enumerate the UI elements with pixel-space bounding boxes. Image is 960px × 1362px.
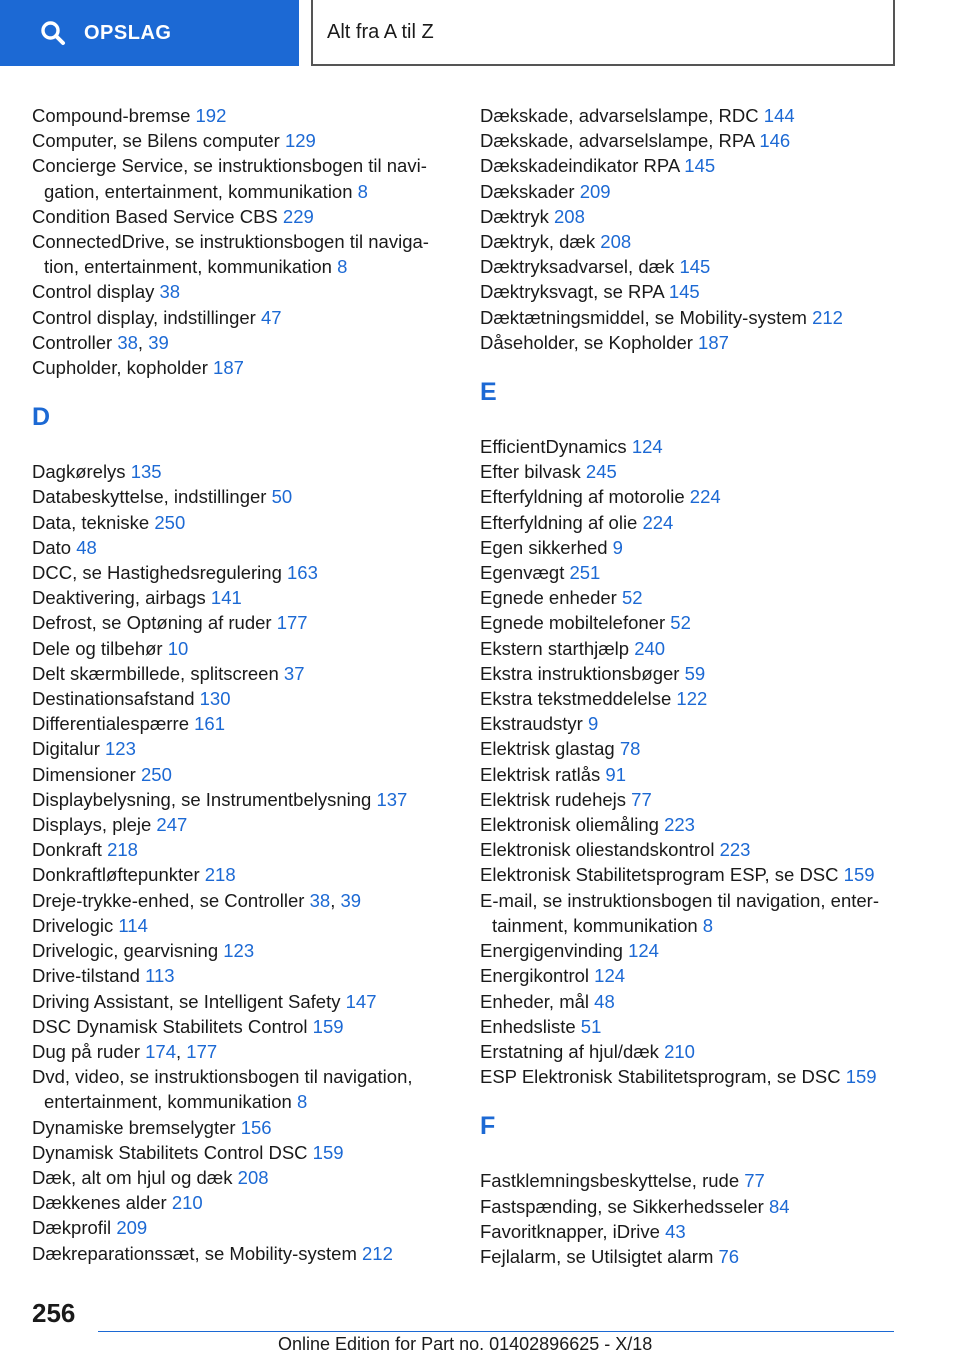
index-entry-text: Dæk, alt om hjul og dæk [32,1166,233,1188]
page-link[interactable]: 48 [76,536,97,558]
index-entry-text: Delt skærmbillede, splitscreen [32,662,279,684]
index-entry [480,434,900,459]
index-entry-text: Dæktryksadvarsel, dæk [480,256,675,278]
index-entry [32,812,452,837]
index-entry [480,888,900,938]
index-entry [480,229,900,254]
index-entry: Dug på ruder 174, 177 [32,1040,218,1062]
index-entry-text: Energikontrol [480,965,590,987]
index-entry-text: Favoritknapper, iDrive [480,1220,660,1242]
index-entry [480,179,900,204]
index-entry-text: Ekstra instruktionsbøger [480,662,680,684]
page-link[interactable]: 77 [631,788,652,810]
page-link[interactable]: 52 [621,587,643,609]
page-link[interactable]: 123 [105,738,136,760]
index-entry-text: Control display, indstillinger [32,306,256,328]
page-link[interactable]: 10 [167,637,189,659]
index-entry [480,1244,900,1269]
index-entry [480,1014,900,1039]
page-link[interactable]: 187 [213,357,244,379]
index-entry [480,510,900,535]
index-entry-text: Control display [32,281,155,303]
index-entry-text: Dæktætningsmiddel, se Mobility-system [480,306,807,328]
page-link[interactable]: 114 [118,914,148,936]
index-entry [480,484,900,509]
page-link[interactable]: 51 [580,1015,602,1037]
index-entry-text: ConnectedDrive, se instruktionsbogen til naviga‐tion, entertainment, kommunikation [32,231,429,278]
page-number: 256 [32,1298,76,1328]
page-link[interactable]: 208 [554,205,585,227]
index-entry-text: Displays, pleje [32,814,152,836]
index-entry-text: DSC Dynamisk Stabilitets Control [32,1015,308,1037]
page-link[interactable]: 192 [195,105,227,126]
index-entry [32,711,452,736]
index-entry [32,610,452,635]
index-entry [32,989,452,1014]
index-entry [32,510,452,535]
page-link[interactable]: 146 [759,130,791,152]
index-entry [32,229,452,279]
footer-edition: Online Edition for Part no. 01402896625 - X/18 [278,1334,653,1354]
index-entry: Controller 38, 39 [32,331,169,353]
index-entry-text: Drivelogic, gearvisning [32,940,219,962]
index-entry-text: Egnede enheder [480,587,617,609]
index-entry [32,1014,452,1039]
index-entry-text: Energigenvinding [480,940,623,962]
index-entry [480,610,900,635]
page-link[interactable]: 210 [171,1192,203,1214]
page-link[interactable]: 245 [585,461,617,483]
page-link[interactable]: 250 [154,511,186,533]
index-entry [32,128,452,153]
index-entry [32,103,452,128]
page-link[interactable]: 78 [619,738,641,760]
index-entry-text: Dvd, video, se instruktionsbogen til navigation, entertainment, kommunikation [32,1066,413,1113]
index-entry [480,636,900,661]
index-entry [32,636,452,661]
index-entry [32,305,452,330]
index-entry-text: Efterfyldning af olie [480,511,638,533]
page-link[interactable]: 9 [587,713,599,735]
page-link[interactable]: 209 [579,180,611,202]
index-entry-text: Dele og tilbehør [32,637,163,659]
index-entry [480,153,900,178]
page-link[interactable]: 159 [312,1015,344,1037]
page-link[interactable]: 177 [186,1040,218,1062]
index-entry [32,153,452,203]
page-link[interactable]: 47 [260,306,282,328]
page-link[interactable]: 163 [287,562,318,584]
index-entry-text: Dækskadeindikator RPA [480,155,680,177]
index-entry-text: Erstatning af hjul/dæk [480,1040,659,1062]
index-letter-heading: F [480,1112,496,1141]
page-link[interactable]: 208 [600,231,632,253]
page-link[interactable]: 161 [194,713,225,735]
index-entry-text: Egenvægt [480,562,565,584]
index-entry-text: Dækkenes alder [32,1192,167,1214]
index-entry-text: Donkraft [32,839,102,861]
index-entry [32,1064,452,1114]
index-entry [32,1241,452,1266]
index-entry-text: Elektronisk oliemåling [480,814,659,836]
index-entry [480,535,900,560]
index-entry-text: Condition Based Service CBS [32,205,278,227]
index-entry-text: Dæktryk, dæk [480,231,596,253]
index-entry [480,1194,900,1219]
index-entry [32,560,452,585]
index-entry [480,989,900,1014]
page-link[interactable]: 129 [284,130,316,152]
page-link[interactable]: 177 [276,612,308,634]
index-entry [32,736,452,761]
page-link[interactable]: 223 [664,814,695,836]
index-entry [32,484,452,509]
page-link[interactable]: 124 [594,965,626,987]
section-title: Alt fra A til Z [327,20,434,43]
page-link[interactable]: 113 [145,965,175,987]
index-entry [32,1190,452,1215]
search-tab-label: OPSLAG [84,21,172,44]
index-entry [480,279,900,304]
footer-divider [98,1331,894,1332]
page-link[interactable]: 145 [684,155,716,177]
page-link[interactable]: 159 [312,1141,344,1163]
page-link[interactable]: 124 [631,436,663,458]
index-entry-text: Dagkørelys [32,461,126,483]
index-entry-text: Compound-bremse [32,105,191,126]
index-entry-text: Ekstra tekstmeddelelse [480,688,672,710]
index-entry-text: Dug på ruder [32,1040,140,1062]
index-entry [32,204,452,229]
index-entry-text: Defrost, se Optøning af ruder [32,612,272,634]
page-link[interactable]: 250 [141,763,172,785]
index-entry [32,913,452,938]
page-link[interactable]: 48 [594,990,615,1012]
index-entry [32,837,452,862]
index-entry-text: Ekstraudstyr [480,713,583,735]
search-tab[interactable] [0,0,299,66]
index-entry-text: Destinationsafstand [32,688,195,710]
index-entry-text: Dækreparationssæt, se Mobility-system [32,1242,357,1264]
page-link[interactable]: 145 [668,281,700,303]
index-entry-text: Differentialespærre [32,713,189,735]
index-entry-text: Donkraftløftepunkter [32,864,200,886]
index-entry [480,330,900,355]
index-entry [32,1115,452,1140]
index-entry-text: EfficientDynamics [480,436,627,458]
index-entry [32,459,452,484]
index-entry-text: E-mail, se instruktionsbogen til navigation, enter‐tainment, kommunikation [480,889,879,936]
index-entry-text: Dækskade, advarselslampe, RDC [480,105,759,126]
page-link[interactable]: 38 [159,281,181,303]
page-link[interactable]: 8 [337,256,348,278]
index-entry [480,254,900,279]
index-entry [32,1215,452,1240]
page-link[interactable]: 77 [744,1170,765,1192]
index-entry [480,305,900,330]
page-link[interactable]: 240 [634,637,666,659]
index-entry [480,762,900,787]
index-entry [32,279,452,304]
index-entry [480,1168,900,1193]
page-link[interactable]: 145 [679,256,711,278]
index-entry-text: Dækskade, advarselslampe, RPA [480,130,755,152]
index-entry [32,762,452,787]
page-link[interactable]: 50 [271,486,293,508]
index-entry-text: Enhedsliste [480,1015,576,1037]
index-letter-heading: D [32,403,51,432]
page-link[interactable]: 210 [664,1040,695,1062]
index-entry-text: Deaktivering, airbags [32,587,206,609]
index-entry [32,787,452,812]
index-entry-text: Cupholder, kopholder [32,357,208,379]
page-link[interactable]: 247 [156,814,188,836]
page-link[interactable]: 141 [210,587,242,609]
page-link[interactable]: 135 [130,461,162,483]
index-entry-text: DCC, se Hastighedsregulering [32,562,282,584]
page-link[interactable]: 37 [283,662,305,684]
index-entry-text: Enheder, mål [480,990,590,1012]
page-link[interactable]: 224 [642,511,674,533]
index-entry [480,812,900,837]
index-entry-text: Controller [32,331,113,353]
index-entry-text: Egen sikkerhed [480,536,608,558]
index-entry-text: Elektronisk oliestandskontrol [480,839,715,861]
index-column-left [32,103,452,1266]
index-entry: Dreje-trykke-enhed, se Controller 38, 39 [32,889,362,911]
search-icon [40,20,66,46]
page-link[interactable]: 208 [237,1166,269,1188]
page-link[interactable]: 209 [116,1217,148,1239]
index-entry-text: Dimensioner [32,763,136,785]
index-entry-text: Displaybelysning, se Instrumentbelysning [32,788,372,810]
page-link[interactable]: 124 [628,940,659,962]
page-link[interactable]: 218 [204,864,236,886]
index-entry [32,585,452,610]
page-link[interactable]: 147 [345,990,377,1012]
index-entry-text: Egnede mobiltelefoner [480,612,666,634]
index-entry-text: Fastklemningsbeskyttelse, rude [480,1170,740,1192]
index-entry-text: Driving Assistant, se Intelligent Safety [32,990,341,1012]
page-link[interactable]: 9 [612,536,623,558]
index-letter-heading: E [480,378,497,407]
page-link[interactable]: 8 [296,1091,308,1113]
index-entry [480,459,900,484]
index-column-right [480,103,900,1269]
page-link[interactable]: 39 [340,889,362,911]
page-link[interactable]: 212 [362,1242,393,1264]
page-link[interactable]: 43 [665,1220,686,1242]
index-entry [32,862,452,887]
page-link[interactable]: 123 [223,940,255,962]
page-link[interactable]: 84 [768,1195,790,1217]
page-link[interactable]: 8 [357,180,368,202]
index-entry [480,1064,900,1089]
index-entry-text: Dynamisk Stabilitets Control DSC [32,1141,308,1163]
index-entry [32,686,452,711]
page-link[interactable]: 156 [240,1116,272,1138]
index-entry [32,535,452,560]
index-entry-text: Dreje-trykke-enhed, se Controller [32,889,305,911]
page-link[interactable]: 159 [845,1066,877,1088]
index-entry-text: Digitalur [32,738,100,760]
index-entry [480,1219,900,1244]
index-entry-text: Dækskader [480,180,575,202]
page-link[interactable]: 137 [376,788,408,810]
index-entry [480,736,900,761]
index-entry [480,963,900,988]
section-title-box [311,0,895,66]
index-entry [32,1140,452,1165]
index-entry-text: Concierge Service, se instruktionsbogen til navi‐gation, entertainment, kommunikation [32,155,427,202]
index-entry [480,862,900,887]
index-entry [480,128,900,153]
index-entry-text: Elektrisk ratlås [480,763,601,785]
index-entry [480,686,900,711]
index-entry [480,103,900,128]
index-entry-text: Data, tekniske [32,511,150,533]
index-entry-text: Ekstern starthjælp [480,637,630,659]
page-link[interactable]: 224 [689,486,721,508]
page-link[interactable]: 159 [843,864,875,886]
page-link[interactable]: 174 [145,1040,176,1062]
page-link[interactable]: 251 [569,562,601,584]
index-entry-text: Elektronisk Stabilitetsprogram ESP, se DSC [480,864,839,886]
index-entry-text: Efter bilvask [480,461,581,483]
index-entry-text: Dato [32,536,72,558]
index-entry-text: Dynamiske bremselygter [32,1116,236,1138]
page-link[interactable]: 76 [718,1245,740,1267]
index-entry [480,560,900,585]
page-link[interactable]: 39 [148,331,169,353]
index-entry [480,1039,900,1064]
index-entry-text: Drivelogic [32,914,114,936]
index-entry [480,938,900,963]
index-entry-text: Efterfyldning af motorolie [480,486,685,508]
index-entry-text: Elektrisk glastag [480,738,615,760]
page-link[interactable]: 8 [702,914,714,936]
index-entry-text: Dåseholder, se Kopholder [480,331,693,353]
page-link[interactable]: 59 [684,662,706,684]
index-entry-text: Fastspænding, se Sikkerhedsseler [480,1195,764,1217]
index-entry [32,963,452,988]
index-entry-text: Elektrisk rudehejs [480,788,627,810]
index-entry [480,661,900,686]
page-link[interactable]: 122 [676,688,708,710]
index-entry-text: Dæktryk [480,205,549,227]
index-entry [32,355,452,380]
index-entry [32,661,452,686]
index-entry [480,204,900,229]
page-link[interactable]: 52 [670,612,691,634]
index-entry-text: Drive-tilstand [32,965,140,987]
page-link[interactable]: 218 [107,839,138,861]
page-link[interactable]: 187 [698,331,729,353]
index-entry [480,585,900,610]
index-entry [32,938,452,963]
page-link[interactable]: 38 [117,331,138,353]
index-entry-text: Fejlalarm, se Utilsigtet alarm [480,1245,714,1267]
page-link[interactable]: 144 [763,105,795,126]
index-entry [480,711,900,736]
index-entry [480,787,900,812]
index-entry-text: Dæktryksvagt, se RPA [480,281,664,303]
index-entry-text: Dækprofil [32,1217,112,1239]
index-entry-text: Databeskyttelse, indstillinger [32,486,267,508]
page-link[interactable]: 38 [309,889,331,911]
page-link[interactable]: 130 [199,688,231,710]
index-entry-text: Computer, se Bilens computer [32,130,280,152]
page-link[interactable]: 212 [812,306,843,328]
page-link[interactable]: 223 [719,839,751,861]
page-link[interactable]: 229 [282,205,314,227]
index-entry [32,1165,452,1190]
page-link[interactable]: 91 [605,763,626,785]
index-entry [480,837,900,862]
index-entry-text: ESP Elektronisk Stabilitetsprogram, se DSC [480,1066,841,1088]
